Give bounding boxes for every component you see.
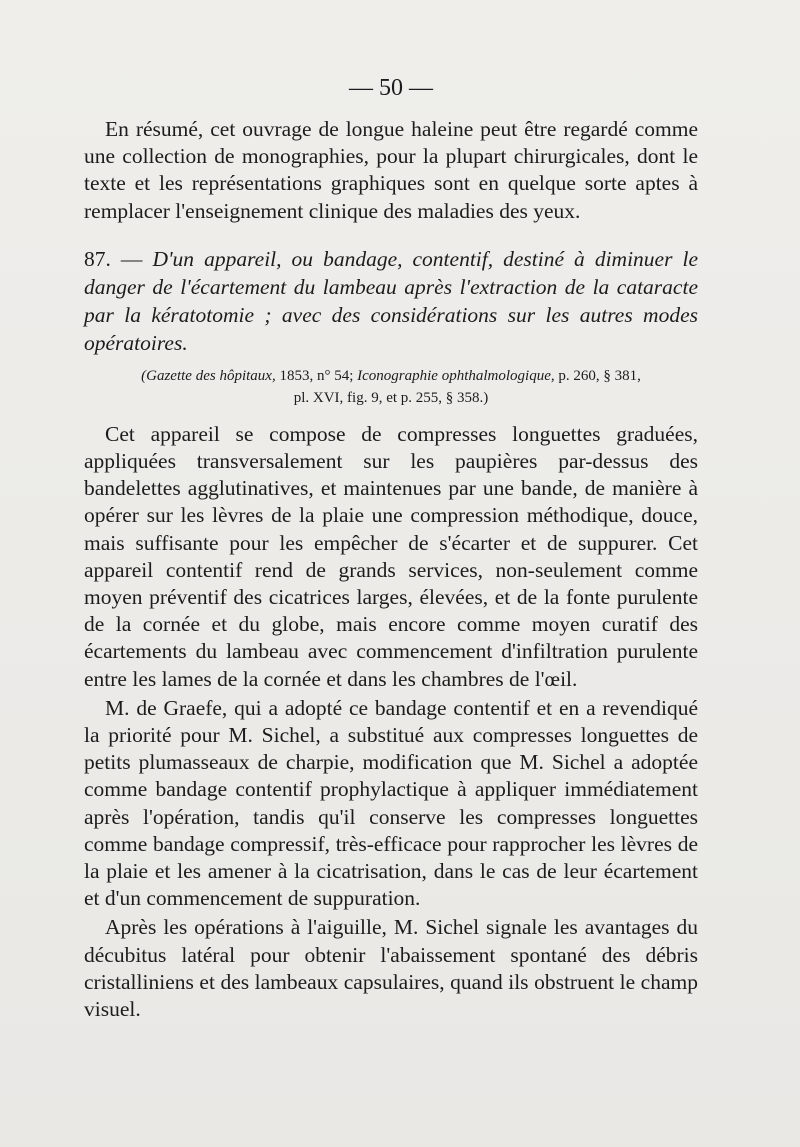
summary-paragraph: En résumé, cet ouvrage de longue haleine peut être regardé comme une collection de monographies, pour la plupart chirurgicales, dont le texte et les représentations graphiques sont en quelque sorte aptes à remplacer l'enseignement clinique des maladies des yeux. xyxy=(84,117,698,223)
page-number: — 50 — xyxy=(349,75,433,101)
ref-page: p. 260, § 381, xyxy=(554,367,641,384)
ref-iconographie: Iconographie ophthalmologique, xyxy=(357,367,555,384)
entry-heading xyxy=(84,245,698,357)
body-paragraph-3: Après les opérations à l'aiguille, M. Sichel signale les avantages du décubitus latéral pour obtenir l'abaissement spontané des débris cristalliniens et des lambeaux capsulaires, quand ils obstruent le champ visuel. xyxy=(84,915,698,1022)
body-paragraph-1: Cet appareil se compose de compresses longuettes graduées, appliquées transversalement sur les paupières par-dessus des bandelettes agglutinatives, et maintenues par une bande, de manière à opérer sur les lèvres de la plaie une compression méthodique, douce, mais suffisante pour les empêcher de s'écarter et de suppurer. Cet appareil contentif rend de grands services, non-seulement comme moyen préventif des cicatrices larges, élevées, et de la fonte purulente de la cornée et du globe, mais encore comme moyen curatif des écartements du lambeau avec commencement d'infiltration purulente entre les lames de la cornée et dans les chambres de l'œil. xyxy=(84,421,698,691)
ref-plate: pl. XVI, fig. 9, et p. 255, § 358.) xyxy=(293,389,489,406)
entry-number: 87. — xyxy=(84,246,143,271)
ref-journal: (Gazette des hôpitaux, xyxy=(141,367,276,384)
reference-citation xyxy=(94,365,688,409)
body-paragraph-2: M. de Graefe, qui a adopté ce bandage contentif et en a revendiqué la priorité pour M. Sichel, a substitué aux compresses longuettes de petits plumasseaux de charpie, modification que M. Sichel a adoptée comme bandage contentif prophylactique à appliquer immédiatement après l'opération, tandis qu'il conserve les compresses longuettes comme bandage compressif, très-efficace pour rapprocher les lèvres de la plaie et les amener à la cicatrisation, dans le cas de leur écartement et d'un commencement de suppuration. xyxy=(84,695,698,911)
page-content xyxy=(84,70,698,1023)
entry-title: D'un appareil, ou bandage, contentif, destiné à diminuer le danger de l'écartement du lambeau après l'extraction de la cataracte par la kératotomie ; avec des considérations sur les autres modes opératoires. xyxy=(84,246,699,355)
ref-year: 1853, n° 54; xyxy=(275,367,358,384)
